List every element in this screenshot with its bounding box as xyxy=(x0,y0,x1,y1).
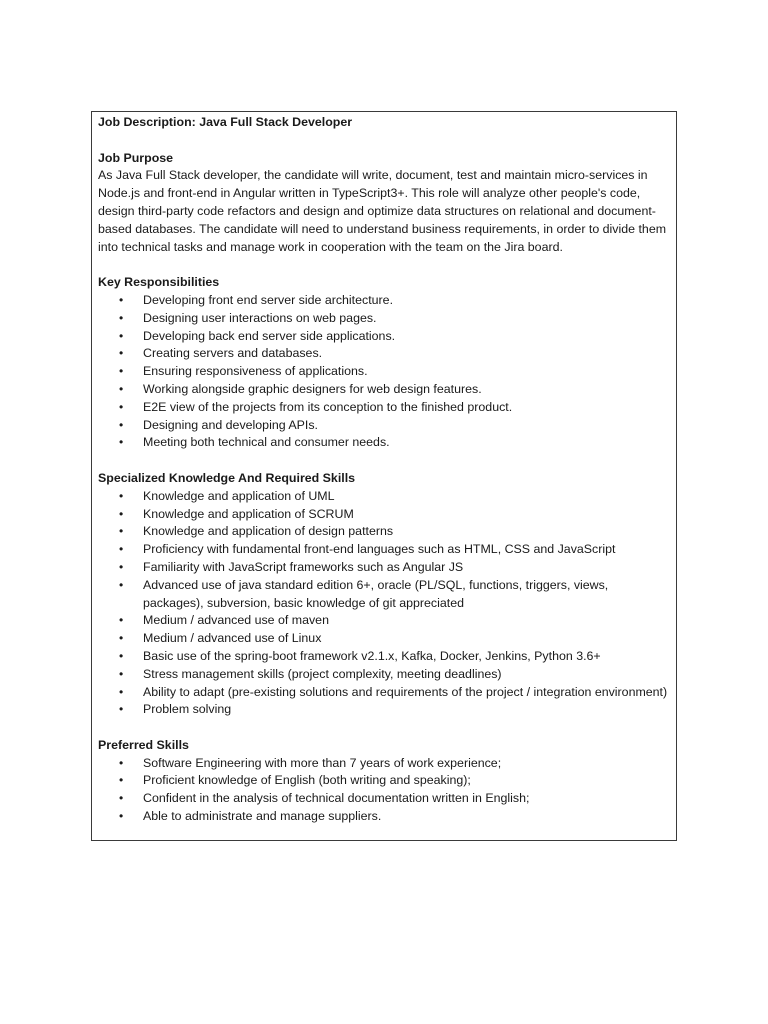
bullet-icon: • xyxy=(119,488,124,503)
list-item-text: Meeting both technical and consumer needs. xyxy=(143,435,390,450)
bullet-icon: • xyxy=(119,364,124,379)
bullet-icon: • xyxy=(119,684,124,699)
list-item-text: Proficiency with fundamental front-end languages such as HTML, CSS and JavaScript xyxy=(143,542,616,557)
list-item xyxy=(98,506,670,524)
bullet-icon: • xyxy=(119,666,124,681)
skills-list xyxy=(98,488,670,719)
bullet-icon: • xyxy=(119,755,124,770)
list-item xyxy=(98,345,670,363)
list-item-text: E2E view of the projects from its conception to the finished product. xyxy=(143,399,513,414)
document-title: Job Description: Java Full Stack Developer xyxy=(98,115,353,129)
list-item-text: Proficient knowledge of English (both writing and speaking); xyxy=(143,773,471,788)
bullet-icon: • xyxy=(119,559,124,574)
list-item xyxy=(98,541,670,559)
list-item-text: Software Engineering with more than 7 years of work experience; xyxy=(143,755,502,770)
list-item-text: Advanced use of java standard edition 6+, oracle (PL/SQL, functions, triggers, views, packages), subversion, basic knowledge of git appreciated xyxy=(143,577,609,610)
bullet-icon: • xyxy=(119,702,124,717)
list-item xyxy=(98,666,670,684)
list-item-text: Knowledge and application of design patterns xyxy=(143,524,394,539)
list-item-text: Ability to adapt (pre-existing solutions and requirements of the project / integration environment) xyxy=(143,684,668,699)
bullet-icon: • xyxy=(119,648,124,663)
list-item-text: Knowledge and application of UML xyxy=(143,488,335,503)
list-item xyxy=(98,772,670,790)
list-item-text: Ensuring responsiveness of applications. xyxy=(143,364,368,379)
list-item xyxy=(98,755,670,773)
list-item-text: Able to administrate and manage suppliers. xyxy=(143,809,382,824)
list-item-text: Problem solving xyxy=(143,702,232,717)
bullet-icon: • xyxy=(119,631,124,646)
bullet-icon: • xyxy=(119,613,124,628)
list-item-text: Working alongside graphic designers for web design features. xyxy=(143,381,482,396)
bullet-icon: • xyxy=(119,381,124,396)
list-item-text: Developing back end server side applications. xyxy=(143,328,396,343)
list-item xyxy=(98,559,670,577)
bullet-icon: • xyxy=(119,310,124,325)
skills-heading: Specialized Knowledge And Required Skills xyxy=(98,470,356,485)
list-item-text: Confident in the analysis of technical documentation written in English; xyxy=(143,791,530,806)
list-item-text: Basic use of the spring-boot framework v2.1.x, Kafka, Docker, Jenkins, Python 3.6+ xyxy=(143,648,601,663)
list-item xyxy=(98,701,670,719)
bullet-icon: • xyxy=(119,328,124,343)
bullet-icon: • xyxy=(119,791,124,806)
list-item xyxy=(98,417,670,435)
list-item xyxy=(98,612,670,630)
bullet-icon: • xyxy=(119,809,124,824)
bullet-icon: • xyxy=(119,506,124,521)
preferred-skills-list xyxy=(98,755,670,826)
list-item-text: Medium / advanced use of Linux xyxy=(143,631,322,646)
bullet-icon: • xyxy=(119,435,124,450)
list-item xyxy=(98,363,670,381)
bullet-icon: • xyxy=(119,346,124,361)
bullet-icon: • xyxy=(119,577,124,592)
bullet-icon: • xyxy=(119,417,124,432)
bullet-icon: • xyxy=(119,292,124,307)
list-item-text: Familiarity with JavaScript frameworks such as Angular JS xyxy=(143,559,464,574)
list-item-text: Designing user interactions on web pages. xyxy=(143,310,377,325)
bullet-icon: • xyxy=(119,773,124,788)
list-item xyxy=(98,310,670,328)
bullet-icon: • xyxy=(119,399,124,414)
job-purpose-heading: Job Purpose xyxy=(98,150,174,165)
list-item-text: Creating servers and databases. xyxy=(143,346,323,361)
list-item-text: Stress management skills (project complexity, meeting deadlines) xyxy=(143,666,502,681)
responsibilities-heading: Key Responsibilities xyxy=(98,275,220,290)
list-item-text: Developing front end server side architecture. xyxy=(143,292,394,307)
bullet-icon: • xyxy=(119,524,124,539)
list-item xyxy=(98,328,670,346)
list-item xyxy=(98,523,670,541)
list-item-text: Medium / advanced use of maven xyxy=(143,613,329,628)
list-item xyxy=(98,630,670,648)
list-item xyxy=(98,808,670,826)
list-item xyxy=(98,399,670,417)
job-description-box xyxy=(91,111,677,841)
list-item xyxy=(98,434,670,452)
list-item xyxy=(98,381,670,399)
list-item-text: Knowledge and application of SCRUM xyxy=(143,506,354,521)
list-item xyxy=(98,790,670,808)
job-purpose-text: As Java Full Stack developer, the candidate will write, document, test and maintain micro-services in Node.js and front-end in Angular written in TypeScript3+. This role will analyze other people's code, design third-party code refactors and design and optimize data structures on relational and document-based databases. The candidate will need to understand business requirements, in order to divide them into technical tasks and manage work in cooperation with the team on the Jira board. xyxy=(98,168,667,254)
responsibilities-list xyxy=(98,292,670,452)
list-item xyxy=(98,684,670,702)
list-item xyxy=(98,292,670,310)
bullet-icon: • xyxy=(119,542,124,557)
list-item xyxy=(98,577,670,613)
list-item xyxy=(98,648,670,666)
preferred-skills-heading: Preferred Skills xyxy=(98,737,189,752)
list-item-text: Designing and developing APIs. xyxy=(143,417,318,432)
list-item xyxy=(98,488,670,506)
